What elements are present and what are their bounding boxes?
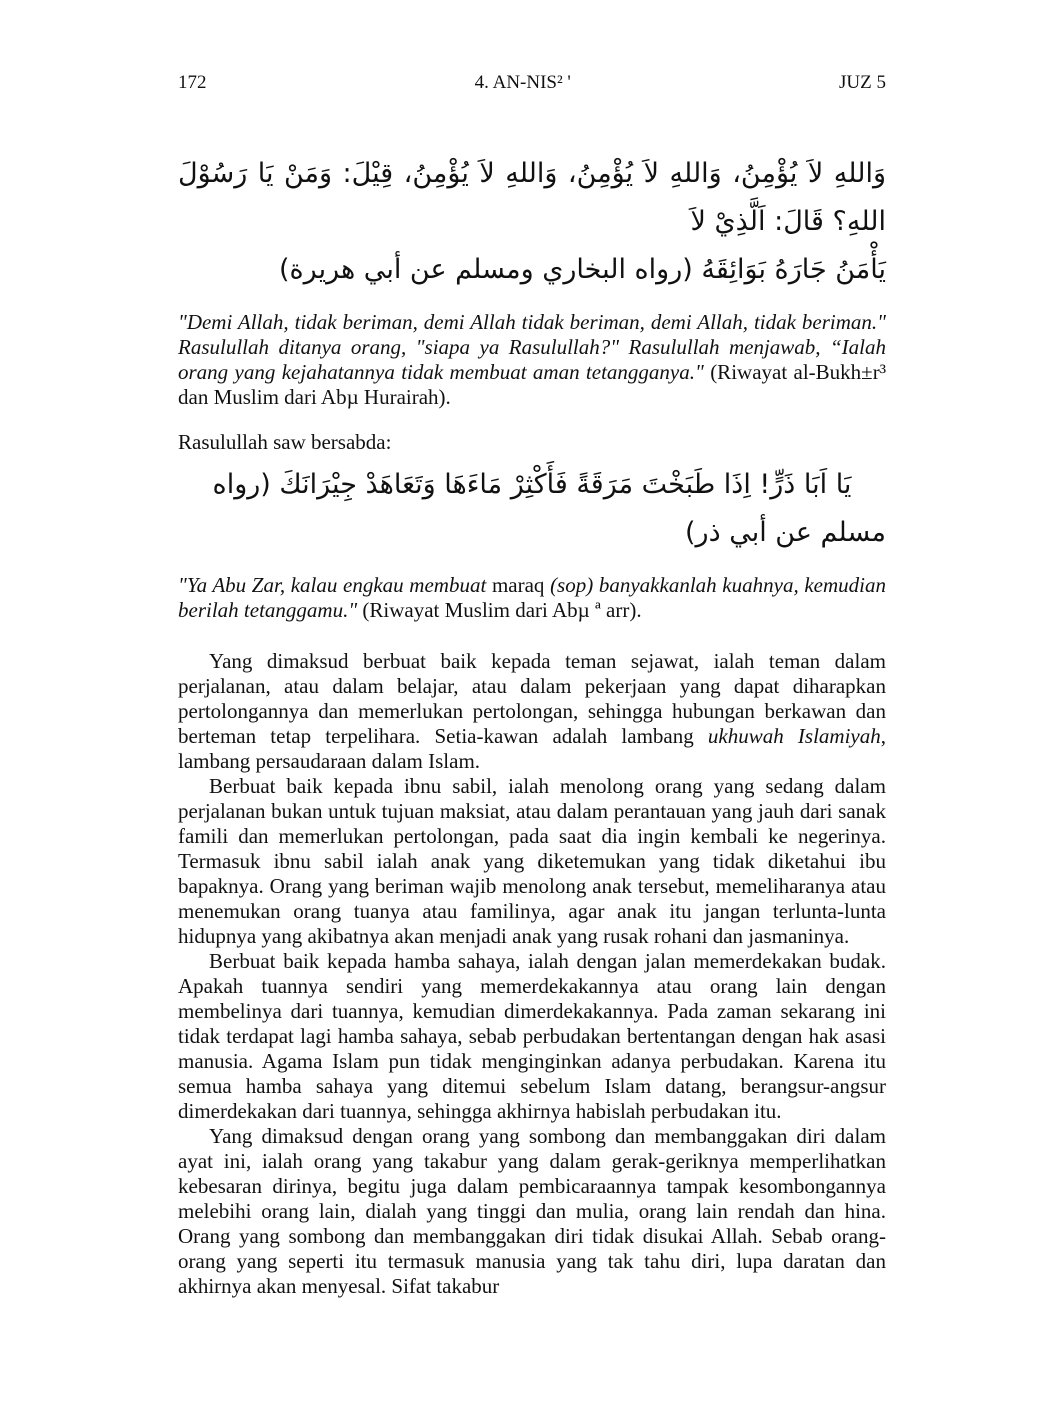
intro-text: Rasulullah saw bersabda:	[178, 430, 392, 454]
paragraph-1-end: , lambang persaudaraan dalam Islam.	[178, 724, 886, 773]
page-header	[178, 70, 886, 96]
hadith1-source: (Riwayat al-Bukh±r³ dan Muslim dari Abµ Hurairah).	[178, 360, 886, 409]
paragraph-ibnu-sabil: Berbuat baik kepada ibnu sabil, ialah menolong orang yang sedang dalam perjalanan bukan untuk tujuan maksiat, atau dalam perantauan yang jauh dari sanak famili dan memerlukan pertolongan, pada saat dia ingin kembali ke negerinya. Termasuk ibnu sabil ialah anak yang diketemukan yang tidak diketahui ibu bapaknya. Orang yang beriman wajib menolong anak tersebut, memeliharanya atau menemukan orang tuanya atau familinya, agar anak itu jangan terlunta-lunta hidupnya yang akibatnya akan menjadi anak yang rusak rohani dan jasmaninya.	[178, 774, 886, 948]
paragraph-teman-sejawat	[178, 649, 886, 774]
page-number: 172	[178, 72, 207, 93]
hadith1-arabic-line2: يَأْمَنُ جَارَهُ بَوَائِقَهُ (رواه البخاري ومسلم عن أبي هريرة)	[279, 254, 886, 285]
paragraph-1-italic: ukhuwah Islamiyah	[707, 724, 881, 748]
hadith2-source: (Riwayat Muslim dari Abµ ª arr).	[357, 598, 642, 622]
paragraph-1-text: Yang dimaksud berbuat baik kepada teman sejawat, ialah teman dalam perjalanan, atau dalam belajar, atau dalam pekerjaan yang dapat diharapkan pertolongannya dan memerlukan pertolongan, sehingga hubungan berkawan dan berteman tetap terpelihara. Setia-kawan adalah lambang	[178, 649, 886, 748]
chapter-title: 4. AN-NIS² '	[474, 72, 571, 93]
paragraph-sombong: Yang dimaksud dengan orang yang sombong dan membanggakan diri dalam ayat ini, ialah orang yang takabur yang dalam gerak-geriknya memperlihatkan kebesaran dirinya, begitu juga dalam pembicaraannya tampak kesombongannya melebihi orang lain, dialah yang tinggi dan mulia, orang lain rendah dan hina. Orang yang sombong dan membanggakan diri tidak disukai Allah. Sebab orang-orang yang seperti itu termasuk manusia yang tak tahu diri, lupa daratan dan akhirnya akan menyesal. Sifat takabur	[178, 1124, 886, 1298]
hadith2-translation-term: maraq	[486, 573, 551, 597]
hadith1-arabic-line1: وَاللهِ لاَ يُؤْمِنُ، وَاللهِ لاَ يُؤْمِنُ، وَاللهِ لاَ يُؤْمِنُ، قِيْلَ: وَمَنْ يَا رَسُوْلَ اللهِ؟ قَالَ: اَلَّذِيْ لاَ	[178, 158, 886, 237]
document-page	[178, 70, 886, 1299]
hadith1-translation	[178, 310, 886, 410]
hadith1-translation-text: "Demi Allah, tidak beriman, demi Allah tidak beriman, demi Allah, tidak beriman." Rasulullah ditanya orang, "siapa ya Rasulullah?" Rasulullah menjawab, “Ialah orang yang kejahatannya tidak membuat aman tetangganya."	[178, 310, 886, 384]
paragraph-hamba-sahaya: Berbuat baik kepada hamba sahaya, ialah dengan jalan memerdekakan budak. Apakah tuannya sendiri yang memerdekakannya atau orang lain dengan membelinya dari tuannya, kemudian dimerdekakannya. Pada zaman sekarang ini tidak terdapat lagi hamba sahaya, sebab perbudakan bertentangan dengan hak asasi manusia. Agama Islam pun tidak menginginkan adanya perbudakan. Karena itu semua hamba sahaya yang ditemui sebelum Islam datang, berangsur-angsur dimerdekakan dari tuannya, sehingga akhirnya habislah perbudakan itu.	[178, 949, 886, 1123]
hadith2-arabic: يَا اَبَا ذَرٍّ! اِذَا طَبَخْتَ مَرَقَةً فَأَكْثِرْ مَاءَهَا وَتَعَاهَدْ جِيْرَانَكَ (رواه مسلم عن أبي ذر)	[212, 469, 886, 548]
hadith2-translation	[178, 573, 886, 623]
body-text	[178, 649, 886, 1299]
hadith2-translation-part1: "Ya Abu Zar, kalau engkau membuat	[178, 573, 487, 597]
juz-label: JUZ 5	[839, 72, 886, 93]
hadith1-arabic	[178, 150, 886, 294]
hadith2-translation-part3: (sop) banyakkanlah kuahnya, kemudian berilah tetanggamu."	[178, 573, 886, 622]
